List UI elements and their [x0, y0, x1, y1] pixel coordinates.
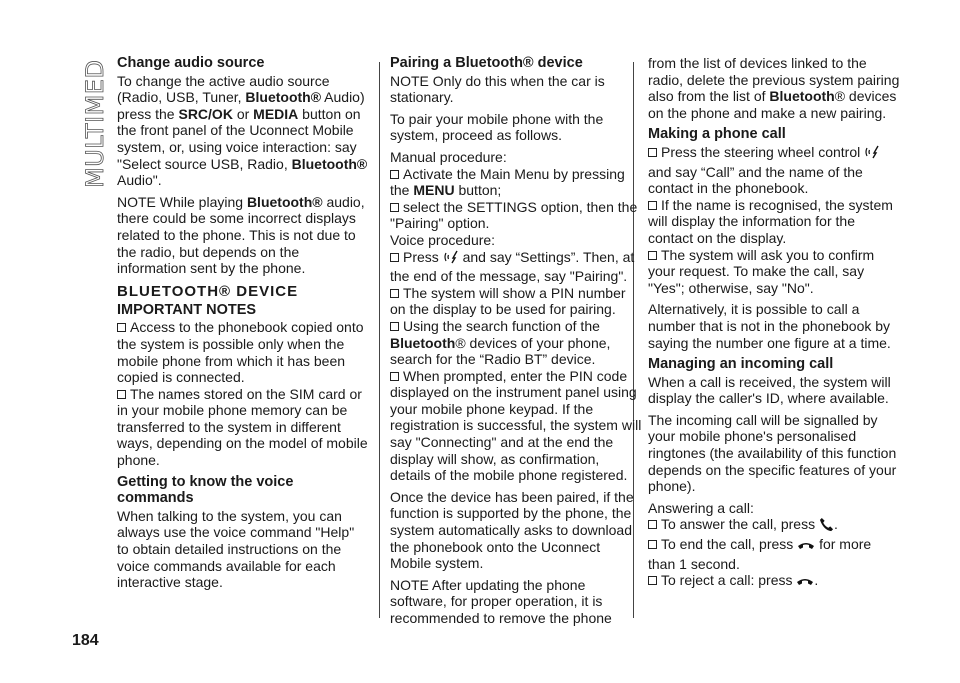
- paragraph-change-audio-source: To change the active audio source (Radio, USB, Tuner, Bluetooth® Audio) press the SRC/OK or MEDIA button on the front panel of the Uconnect Mobile system, or, using voice interaction: say "Select source USB, Radio, Bluetooth® Audio".: [117, 72, 368, 189]
- phone-answer-icon: [819, 517, 834, 536]
- bullet-item: select the SETTINGS option, then the "Pairing" option.: [390, 198, 638, 232]
- bullet-box-icon: [390, 253, 399, 262]
- label-manual-procedure: Manual procedure:: [390, 148, 507, 165]
- heading-important-notes: IMPORTANT NOTES: [117, 301, 257, 318]
- bullet-item: To reject a call: press .: [648, 572, 900, 592]
- bullet-box-icon: [648, 201, 657, 210]
- label-answering-call: Answering a call:: [648, 499, 754, 516]
- bullet-box-icon: [648, 540, 657, 549]
- bullet-box-icon: [117, 323, 126, 332]
- heading-pairing-device: Pairing a Bluetooth® device: [390, 55, 583, 71]
- paragraph-continued: from the list of devices linked to the radio, delete the previous system pairing also from the list of Bluetooth® devices on the phone and make a new pairing.: [648, 55, 900, 121]
- bullet-box-icon: [390, 372, 399, 381]
- phone-hangup-icon: [797, 539, 815, 556]
- note-stationary: NOTE Only do this when the car is stationary.: [390, 72, 605, 106]
- voice-command-icon: [443, 249, 459, 269]
- column-divider: [379, 62, 380, 618]
- bullet-item: If the name is recognised, the system will display the information for the contact on the display.: [648, 196, 893, 246]
- phone-hangup-icon: [796, 575, 814, 592]
- bullet-item: To answer the call, press .: [648, 516, 900, 536]
- bullet-box-icon: [648, 576, 657, 585]
- bullet-item: To end the call, press for more than 1 second.: [648, 536, 872, 572]
- label-voice-procedure: Voice procedure:: [390, 231, 496, 248]
- bullet-item: The system will show a PIN number on the display to be used for pairing.: [390, 284, 626, 318]
- paragraph-pair-intro: To pair your mobile phone with the system, proceed as follows.: [390, 110, 604, 144]
- bullet-box-icon: [648, 148, 657, 157]
- paragraph-phonebook-download: Once the device has been paired, if the function is supported by the phone, the system automatically asks to download the phonebook onto the Uconnect Mobile system.: [390, 488, 634, 572]
- column-1: [117, 55, 369, 596]
- column-2: [390, 55, 642, 632]
- bullet-item: Using the search function of the Bluetooth® devices of your phone, search for the “Radio BT” device.: [390, 317, 611, 368]
- section-side-title: [79, 58, 109, 188]
- heading-incoming-call: Managing an incoming call: [648, 356, 834, 373]
- bullet-item: When prompted, enter the PIN code displayed on the instrument panel using your mobile phone keypad. If the registration is successful, the system will say "Connecting" and at the end the display will show, as confirmation, details of the mobile phone registered.: [390, 367, 642, 484]
- bullet-item: Access to the phonebook copied onto the system is possible only when the mobile phone from which it has been copied is connected.: [117, 319, 364, 386]
- paragraph-voice-commands: When talking to the system, you can always use the voice command "Help" to obtain detailed instructions on the voice commands available for each interactive stage.: [117, 507, 355, 591]
- bullet-item: The names stored on the SIM card or in your mobile phone memory can be transferred to the system in different ways, depending on the model of mobile phone.: [117, 385, 368, 469]
- heading-making-call: Making a phone call: [648, 126, 786, 143]
- bullet-box-icon: [390, 170, 399, 179]
- bullet-box-icon: [648, 251, 657, 260]
- paragraph-alternative: Alternatively, it is possible to call a number that is not in the phonebook by saying the number one figure at a time.: [648, 301, 891, 351]
- section-side-title-text: MULTIMEDIA: [81, 58, 109, 188]
- bullet-item: Press the steering wheel control and say “Call” and the name of the contact in the phonebook.: [648, 144, 900, 197]
- bullet-box-icon: [648, 520, 657, 529]
- paragraph-incoming-1: When a call is received, the system will display the caller's ID, where available.: [648, 373, 891, 407]
- note-bluetooth-audio: NOTE While playing Bluetooth® audio, there could be some incorrect displays related to the phone. This is not due to the radio, but depends on the information sent by the phone.: [117, 193, 365, 277]
- heading-voice-commands: Getting to know the voice commands: [117, 473, 294, 507]
- voice-command-icon: [864, 144, 880, 164]
- bullet-box-icon: [390, 322, 399, 331]
- bullet-box-icon: [390, 289, 399, 298]
- heading-change-audio-source: Change audio source: [117, 55, 265, 71]
- bullet-box-icon: [117, 390, 126, 399]
- bullet-item: Press and say “Settings”. Then, at the end of the message, say "Pairing".: [390, 248, 635, 285]
- note-software-update: NOTE After updating the phone software, for proper operation, it is recommended to remove the phone: [390, 576, 612, 626]
- bullet-item: The system will ask you to confirm your request. To make the call, say "Yes"; otherwise, say "No".: [648, 246, 875, 296]
- paragraph-incoming-2: The incoming call will be signalled by your mobile phone's personalised ringtones (the availability of this function depends on the specific features of your phone).: [648, 411, 897, 495]
- bullet-item: Activate the Main Menu by pressing the MENU button;: [390, 165, 625, 199]
- page-number: 184: [72, 632, 99, 649]
- bullet-box-icon: [390, 203, 399, 212]
- heading-bluetooth-device: BLUETOOTH® DEVICE: [117, 282, 299, 300]
- column-3: [648, 55, 900, 592]
